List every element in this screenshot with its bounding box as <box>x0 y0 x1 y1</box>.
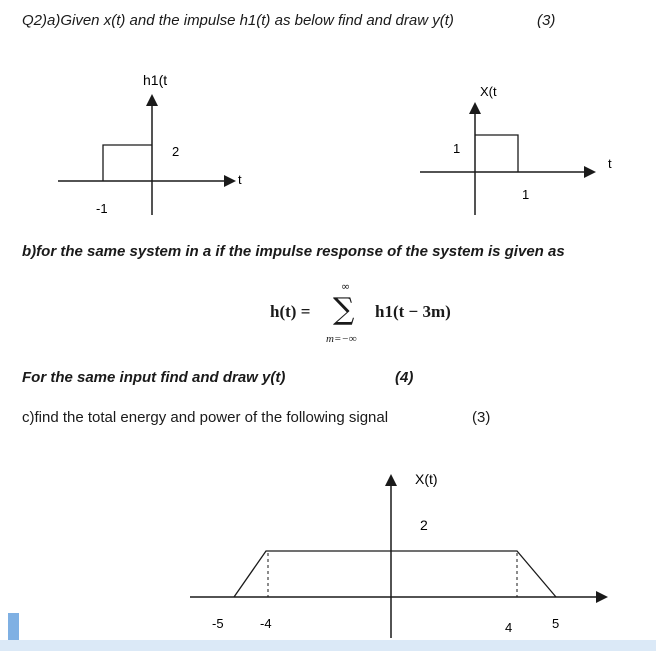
signal-tick-neg4: -4 <box>260 616 272 631</box>
h1-x-label: t <box>238 172 242 187</box>
x-height-label: 1 <box>453 141 461 156</box>
signal-tick-4: 4 <box>505 620 513 635</box>
x-width-tick: 1 <box>522 187 530 202</box>
h1-height-label: 2 <box>172 144 180 159</box>
question-c-text: c)find the total energy and power of the following signal <box>22 409 389 426</box>
signal-trapezoid <box>234 551 556 597</box>
question-b-marks: (4) <box>395 369 414 386</box>
formula-sum-symbol: ∑ <box>333 292 355 327</box>
question-b-task: For the same input find and draw y(t) <box>22 369 286 386</box>
h1-y-label: h1(t <box>143 72 168 88</box>
formula-lhs: h(t) = <box>270 302 311 321</box>
question-b-text: b)for the same system in a if the impulse response of the system is given as <box>22 243 565 260</box>
x-y-label: X(t <box>480 84 497 99</box>
x-x-label: t <box>608 156 612 171</box>
formula-sum-top: ∞ <box>341 280 351 293</box>
question-a-marks: (3) <box>537 12 556 29</box>
x-graph <box>400 60 656 230</box>
h1-pulse <box>103 145 152 181</box>
signal-tick-neg5: -5 <box>212 616 224 631</box>
h1-neg-tick: -1 <box>96 201 108 216</box>
formula-sum-bottom: m=−∞ <box>326 333 357 345</box>
formula-rhs: h1(t − 3m) <box>375 302 451 321</box>
signal-tick-5: 5 <box>552 616 560 631</box>
cursor-marker <box>8 613 19 640</box>
h1-graph <box>0 60 330 230</box>
footer-bar <box>0 640 656 651</box>
signal-graph <box>0 460 656 640</box>
question-a-text: Q2)a)Given x(t) and the impulse h1(t) as below find and draw y(t) <box>22 12 454 29</box>
signal-y-label: X(t) <box>415 471 438 487</box>
question-c-marks: (3) <box>472 409 491 426</box>
signal-level-label: 2 <box>420 517 428 533</box>
x-pulse <box>475 135 518 172</box>
